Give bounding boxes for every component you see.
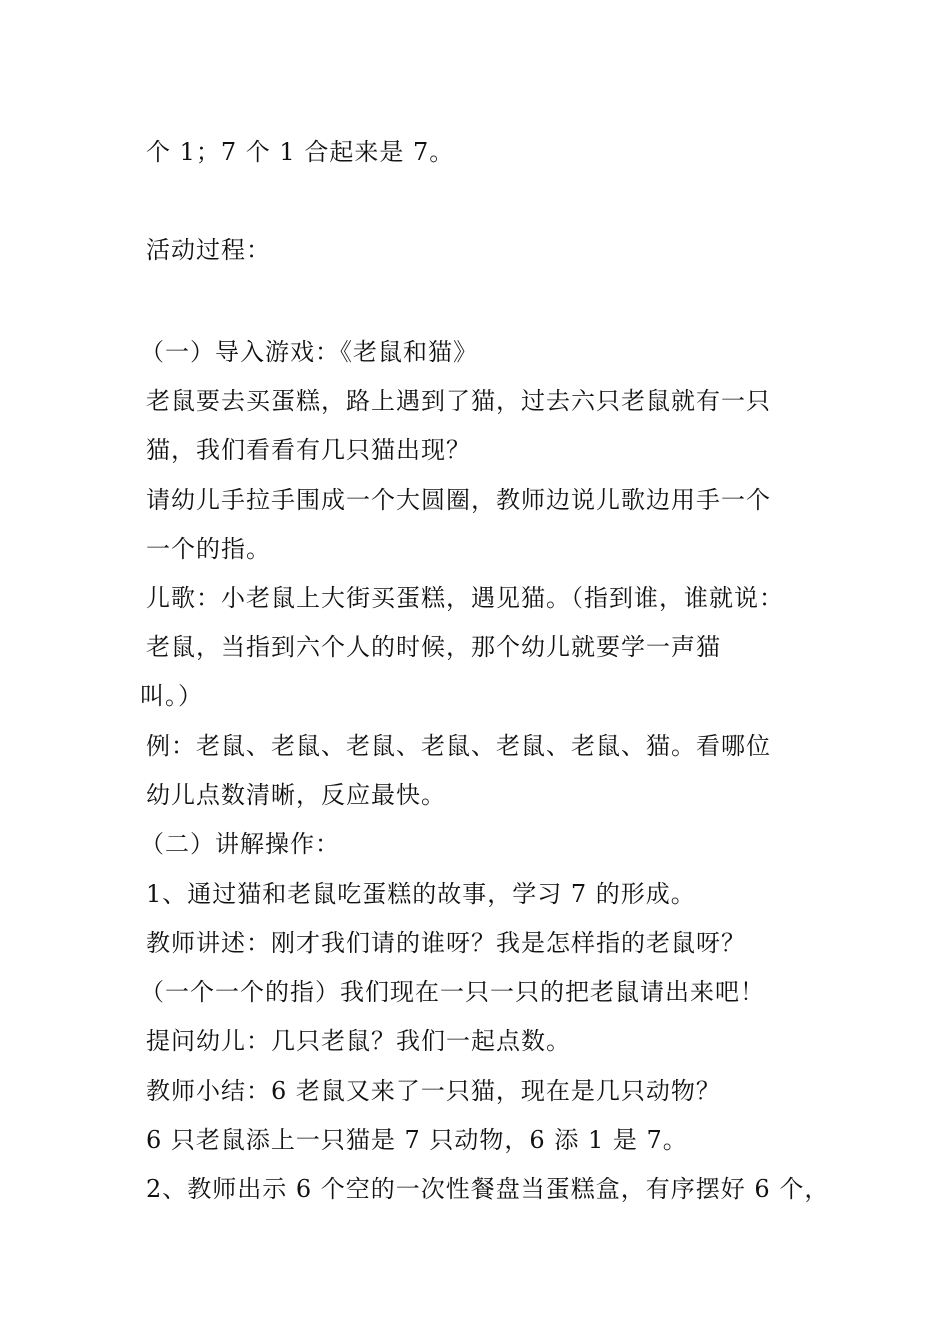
paragraph-line: 叫。） [140,682,203,710]
paragraph-line: 教师讲述：刚才我们请的谁呀？我是怎样指的老鼠呀？ [146,929,746,957]
text-line-continuation: 个 1；7 个 1 合起来是 7。 [146,138,455,166]
paragraph-line: 6 只老鼠添上一只猫是 7 只动物，6 添 1 是 7。 [146,1126,688,1154]
paragraph-line: 提问幼儿：几只老鼠？我们一起点数。 [146,1027,571,1055]
subheading-intro-game: （一）导入游戏：《老鼠和猫》 [140,338,478,366]
paragraph-line: 2、教师出示 6 个空的一次性餐盘当蛋糕盒，有序摆好 6 个， [146,1175,830,1203]
paragraph-line: 例：老鼠、老鼠、老鼠、老鼠、老鼠、老鼠、猫。看哪位 [146,732,771,760]
subheading-explain-operation: （二）讲解操作： [140,830,340,858]
paragraph-line: 猫，我们看看有几只猫出现？ [146,436,471,464]
paragraph-line: 老鼠要去买蛋糕，路上遇到了猫，过去六只老鼠就有一只 [146,387,771,415]
paragraph-line: 老鼠，当指到六个人的时候，那个幼儿就要学一声猫 [146,633,721,661]
paragraph-line: 儿歌：小老鼠上大街买蛋糕，遇见猫。（指到谁，谁就说： [146,584,784,612]
paragraph-line: 教师小结：6 老鼠又来了一只猫，现在是几只动物？ [146,1077,721,1105]
section-heading-activity-process: 活动过程： [146,236,271,264]
paragraph-line: 幼儿点数清晰，反应最快。 [146,781,446,809]
paragraph-line: （一个一个的指）我们现在一只一只的把老鼠请出来吧！ [140,978,765,1006]
paragraph-line: 请幼儿手拉手围成一个大圆圈，教师边说儿歌边用手一个 [146,486,771,514]
paragraph-line: 1、通过猫和老鼠吃蛋糕的故事，学习 7 的形成。 [146,880,696,908]
paragraph-line: 一个的指。 [146,535,271,563]
